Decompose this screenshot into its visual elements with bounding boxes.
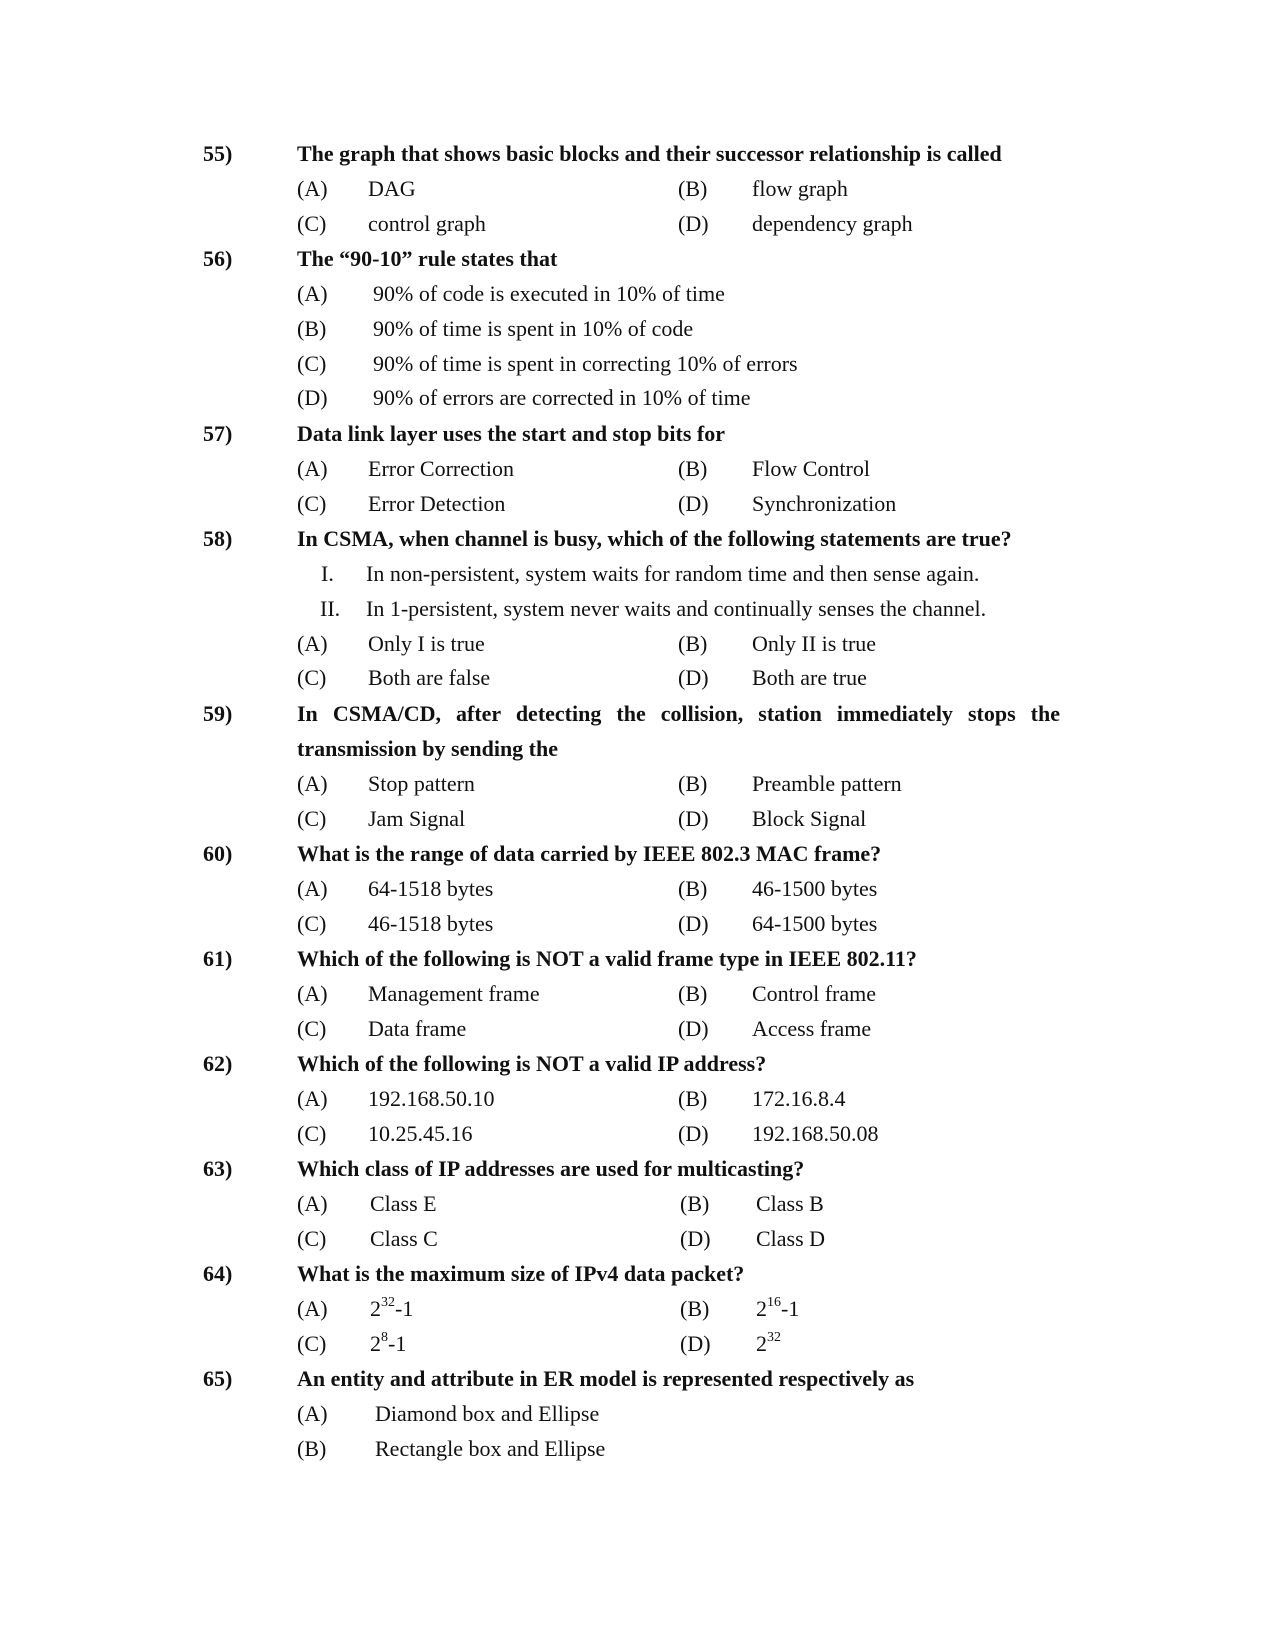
option-letter: (A) xyxy=(297,456,328,481)
option-letter: (B) xyxy=(680,1191,710,1216)
option-letter: (C) xyxy=(297,1016,327,1041)
option-text: 192.168.50.10 xyxy=(368,1086,495,1111)
option-letter: (D) xyxy=(680,1226,711,1251)
option-letter: (C) xyxy=(297,351,327,376)
option-letter: (D) xyxy=(678,1016,709,1041)
option-letter: (B) xyxy=(680,1296,710,1321)
option-letter: (B) xyxy=(678,456,708,481)
option-letter: (A) xyxy=(297,876,328,901)
option-text: 172.16.8.4 xyxy=(752,1086,846,1111)
option-letter: (D) xyxy=(678,806,709,831)
option-text xyxy=(756,1331,781,1357)
statement-numeral: II. xyxy=(320,596,341,621)
option-text: 64-1500 bytes xyxy=(752,911,878,936)
option-text xyxy=(370,1331,406,1357)
option-text: 46-1518 bytes xyxy=(368,911,494,936)
question-text: Which of the following is NOT a valid frame type in IEEE 802.11? xyxy=(297,946,917,971)
question-number: 63) xyxy=(203,1156,233,1181)
power-exponent: 16 xyxy=(767,1294,781,1310)
option-text: Rectangle box and Ellipse xyxy=(375,1436,606,1461)
option-letter: (A) xyxy=(297,176,328,201)
option-letter: (D) xyxy=(678,665,709,690)
option-text: Diamond box and Ellipse xyxy=(375,1401,600,1426)
option-text: 192.168.50.08 xyxy=(752,1121,879,1146)
question-text: Which of the following is NOT a valid IP address? xyxy=(297,1051,767,1076)
option-text: Class C xyxy=(370,1226,438,1251)
question-number: 59) xyxy=(203,701,233,726)
option-letter: (A) xyxy=(297,281,328,306)
question-number: 58) xyxy=(203,526,233,551)
question-text-line2: transmission by sending the xyxy=(297,736,559,761)
power-base: 2 xyxy=(370,1331,381,1356)
option-text: 90% of time is spent in correcting 10% of errors xyxy=(373,351,798,376)
question-number: 56) xyxy=(203,246,233,271)
statement-numeral: I. xyxy=(321,561,334,586)
option-text: Class B xyxy=(756,1191,824,1216)
option-letter: (B) xyxy=(297,316,327,341)
option-letter: (B) xyxy=(678,876,708,901)
option-text xyxy=(756,1296,799,1322)
question-text: Which class of IP addresses are used for multicasting? xyxy=(297,1156,805,1181)
option-text: Preamble pattern xyxy=(752,771,902,796)
question-text: In CSMA, when channel is busy, which of the following statements are true? xyxy=(297,526,1012,551)
option-text: 90% of time is spent in 10% of code xyxy=(373,316,694,341)
option-text: 90% of errors are corrected in 10% of time xyxy=(373,385,751,410)
question-number: 61) xyxy=(203,946,233,971)
question-number: 60) xyxy=(203,841,233,866)
option-letter: (C) xyxy=(297,806,327,831)
option-text: dependency graph xyxy=(752,211,913,236)
option-letter: (D) xyxy=(678,491,709,516)
power-base: 2 xyxy=(756,1296,767,1321)
statement-text: In 1-persistent, system never waits and continually senses the channel. xyxy=(366,596,987,621)
option-text: Synchronization xyxy=(752,491,897,516)
option-text: Both are true xyxy=(752,665,867,690)
power-suffix: -1 xyxy=(395,1296,414,1321)
option-text: Only II is true xyxy=(752,631,877,656)
option-text: Error Correction xyxy=(368,456,514,481)
option-letter: (D) xyxy=(678,211,709,236)
power-base: 2 xyxy=(370,1296,381,1321)
question-text: The “90-10” rule states that xyxy=(297,246,558,271)
option-letter: (A) xyxy=(297,771,328,796)
option-letter: (A) xyxy=(297,1401,328,1426)
option-text: Only I is true xyxy=(368,631,485,656)
option-letter: (D) xyxy=(678,1121,709,1146)
question-text-line1: In CSMA/CD, after detecting the collision, station immediately stops the xyxy=(297,701,1060,726)
option-text: Access frame xyxy=(752,1016,872,1041)
option-text: flow graph xyxy=(752,176,848,201)
option-text: Class E xyxy=(370,1191,437,1216)
power-base: 2 xyxy=(756,1331,767,1356)
option-letter: (C) xyxy=(297,1331,327,1356)
option-letter: (C) xyxy=(297,211,327,236)
option-text: Flow Control xyxy=(752,456,870,481)
option-letter: (C) xyxy=(297,1226,327,1251)
option-letter: (B) xyxy=(678,771,708,796)
option-letter: (A) xyxy=(297,1191,328,1216)
option-text: 64-1518 bytes xyxy=(368,876,494,901)
question-text: What is the maximum size of IPv4 data packet? xyxy=(297,1261,745,1286)
option-text: 90% of code is executed in 10% of time xyxy=(373,281,725,306)
option-letter: (D) xyxy=(297,385,328,410)
question-text: An entity and attribute in ER model is represented respectively as xyxy=(297,1366,915,1391)
option-letter: (C) xyxy=(297,665,327,690)
question-number: 65) xyxy=(203,1366,233,1391)
question-number: 62) xyxy=(203,1051,233,1076)
question-text: The graph that shows basic blocks and their successor relationship is called xyxy=(297,141,1002,166)
option-letter: (A) xyxy=(297,981,328,1006)
question-number: 55) xyxy=(203,141,233,166)
option-letter: (A) xyxy=(297,1086,328,1111)
option-letter: (B) xyxy=(678,981,708,1006)
option-text: Block Signal xyxy=(752,806,867,831)
option-text: Management frame xyxy=(368,981,540,1006)
power-suffix: -1 xyxy=(781,1296,800,1321)
option-text: 46-1500 bytes xyxy=(752,876,878,901)
option-text: Control frame xyxy=(752,981,877,1006)
option-letter: (A) xyxy=(297,631,328,656)
question-number: 64) xyxy=(203,1261,233,1286)
option-text: Data frame xyxy=(368,1016,467,1041)
power-exponent: 8 xyxy=(381,1329,388,1345)
option-letter: (D) xyxy=(680,1331,711,1356)
option-letter: (B) xyxy=(678,176,708,201)
statement-text: In non-persistent, system waits for random time and then sense again. xyxy=(366,561,980,586)
option-text: control graph xyxy=(368,211,486,236)
option-text: Stop pattern xyxy=(368,771,475,796)
option-letter: (D) xyxy=(678,911,709,936)
option-letter: (A) xyxy=(297,1296,328,1321)
option-letter: (B) xyxy=(297,1436,327,1461)
power-suffix: -1 xyxy=(388,1331,407,1356)
question-text: What is the range of data carried by IEEE 802.3 MAC frame? xyxy=(297,841,882,866)
option-letter: (B) xyxy=(678,1086,708,1111)
option-text: DAG xyxy=(368,176,416,201)
option-letter: (C) xyxy=(297,491,327,516)
option-letter: (C) xyxy=(297,911,327,936)
option-text xyxy=(370,1296,413,1322)
option-text: Error Detection xyxy=(368,491,506,516)
question-number: 57) xyxy=(203,421,233,446)
question-text: Data link layer uses the start and stop bits for xyxy=(297,421,726,446)
option-text: Both are false xyxy=(368,665,491,690)
option-text: 10.25.45.16 xyxy=(368,1121,473,1146)
power-exponent: 32 xyxy=(381,1294,395,1310)
option-letter: (B) xyxy=(678,631,708,656)
power-exponent: 32 xyxy=(767,1329,781,1345)
option-letter: (C) xyxy=(297,1121,327,1146)
option-text: Jam Signal xyxy=(368,806,466,831)
option-text: Class D xyxy=(756,1226,826,1251)
